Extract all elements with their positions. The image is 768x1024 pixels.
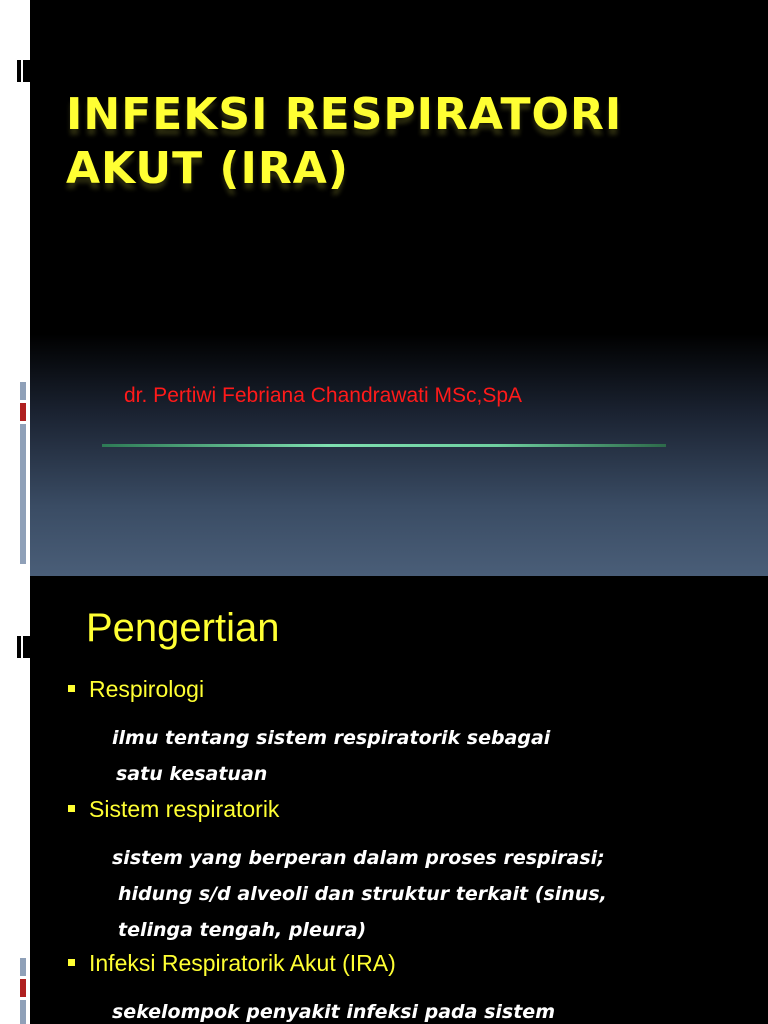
bullet-label: Respirologi — [89, 676, 205, 702]
bullet-description — [112, 994, 555, 1024]
bullet-square-icon — [68, 959, 75, 966]
bullet-item — [68, 676, 204, 703]
title-line-1: INFEKSI RESPIRATORI — [66, 89, 623, 140]
description-line: satu kesatuan — [116, 763, 268, 785]
bullet-item — [68, 950, 396, 977]
bullet-item — [68, 796, 279, 823]
slide-title — [66, 88, 746, 196]
description-line: telinga tengah, pleura) — [118, 919, 367, 941]
title-line-2: AKUT (IRA) — [66, 143, 349, 194]
bullet-label: Infeksi Respiratorik Akut (IRA) — [89, 950, 396, 976]
description-line: sistem yang berperan dalam proses respirasi; — [112, 847, 605, 869]
description-line: ilmu tentang sistem respiratorik sebagai — [112, 727, 551, 749]
bullet-square-icon — [68, 685, 75, 692]
bullet-square-icon — [68, 805, 75, 812]
author-name: dr. Pertiwi Febriana Chandrawati MSc,SpA — [124, 384, 523, 407]
bullet-description — [112, 840, 607, 948]
bullet-description — [112, 720, 550, 792]
title-slide — [30, 0, 768, 576]
content-slide — [30, 576, 768, 1024]
slide-heading: Pengertian — [86, 606, 280, 650]
bullet-label: Sistem respiratorik — [89, 796, 280, 822]
description-line: sekelompok penyakit infeksi pada sistem — [112, 1001, 555, 1023]
divider-line — [102, 444, 666, 447]
description-line: hidung s/d alveoli dan struktur terkait (sinus, — [118, 883, 607, 905]
